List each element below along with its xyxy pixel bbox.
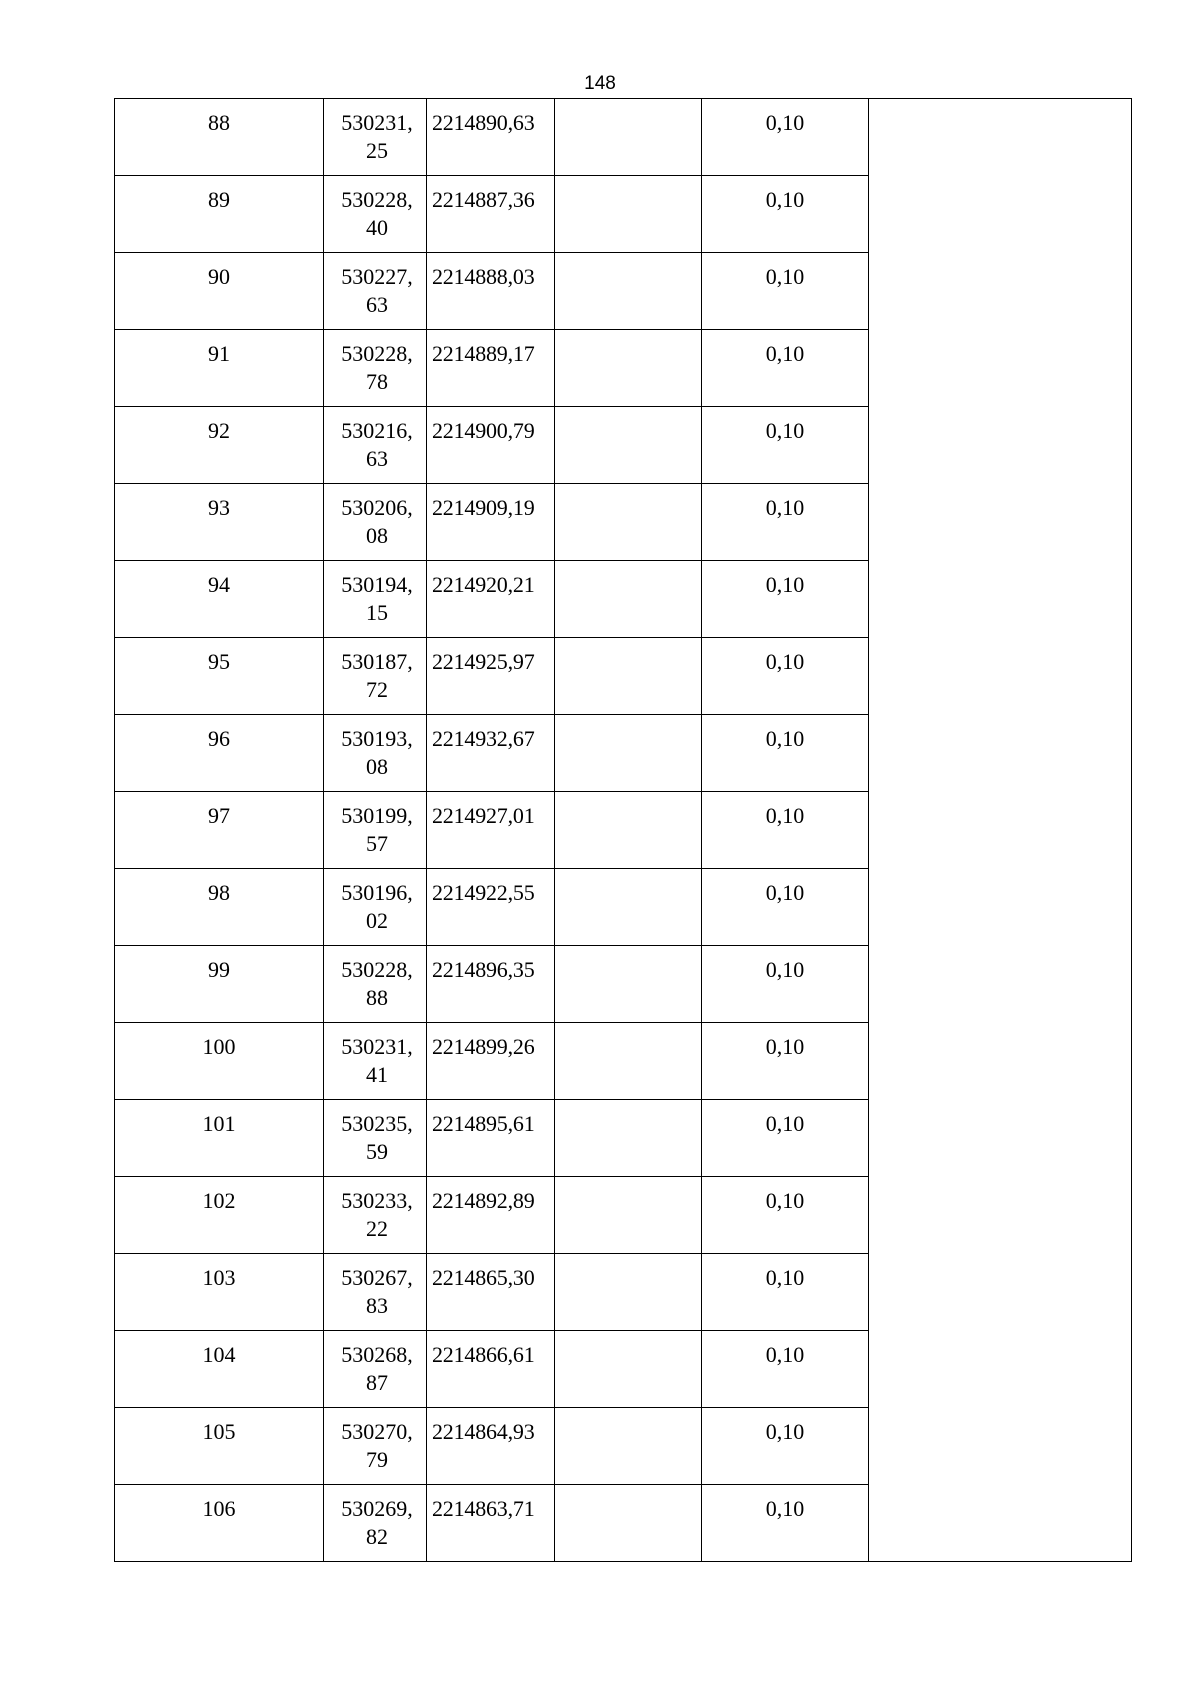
x-coordinate-integer: 530228,: [341, 187, 413, 212]
x-coordinate: [324, 561, 426, 627]
empty-cell: [555, 1254, 702, 1331]
point-number: 103: [202, 1265, 236, 1290]
point-number: 98: [208, 880, 230, 905]
x-coordinate-cell: [324, 869, 427, 946]
x-coordinate-fraction: 59: [366, 1139, 388, 1164]
value: 0,10: [765, 495, 805, 520]
y-coordinate: 2214892,89: [432, 1188, 535, 1213]
empty-cell: [555, 1177, 702, 1254]
x-coordinate: [324, 330, 426, 396]
value-cell: [702, 1177, 869, 1254]
value: 0,10: [765, 1265, 805, 1290]
x-coordinate-fraction: 83: [366, 1293, 388, 1318]
x-coordinate-fraction: 88: [366, 985, 388, 1010]
empty-cell: [555, 1331, 702, 1408]
x-coordinate: [324, 715, 426, 781]
x-coordinate-integer: 530196,: [341, 880, 413, 905]
x-coordinate-cell: [324, 561, 427, 638]
value: 0,10: [765, 880, 805, 905]
empty-cell: [555, 946, 702, 1023]
y-coordinate: 2214925,97: [432, 649, 535, 674]
x-coordinate: [324, 253, 426, 319]
point-number-cell: [115, 1254, 324, 1331]
point-number: 100: [202, 1034, 236, 1059]
x-coordinate-integer: 530228,: [341, 957, 413, 982]
x-coordinate: [324, 946, 426, 1012]
value-cell: [702, 1485, 869, 1562]
coordinates-table-body: [115, 99, 1132, 1562]
y-coordinate-cell: [427, 1177, 555, 1254]
value: 0,10: [765, 264, 805, 289]
point-number-cell: [115, 1100, 324, 1177]
x-coordinate-cell: [324, 946, 427, 1023]
point-number-cell: [115, 330, 324, 407]
y-coordinate: 2214895,61: [432, 1111, 535, 1136]
point-number-cell: [115, 792, 324, 869]
value-cell: [702, 1100, 869, 1177]
y-coordinate: 2214922,55: [432, 880, 535, 905]
x-coordinate-integer: 530228,: [341, 341, 413, 366]
value-cell: [702, 1408, 869, 1485]
x-coordinate-fraction: 79: [366, 1447, 388, 1472]
x-coordinate-fraction: 78: [366, 369, 388, 394]
y-coordinate: 2214864,93: [432, 1419, 535, 1444]
value-cell: [702, 1331, 869, 1408]
x-coordinate-cell: [324, 638, 427, 715]
value: 0,10: [765, 1342, 805, 1367]
y-coordinate-cell: [427, 946, 555, 1023]
value: 0,10: [765, 341, 805, 366]
value-cell: [702, 176, 869, 253]
x-coordinate-fraction: 22: [366, 1216, 388, 1241]
value-cell: [702, 1254, 869, 1331]
x-coordinate: [324, 869, 426, 935]
point-number: 88: [208, 110, 230, 135]
merged-cell: [869, 99, 1132, 1562]
x-coordinate-integer: 530231,: [341, 110, 413, 135]
x-coordinate: [324, 792, 426, 858]
x-coordinate-integer: 530235,: [341, 1111, 413, 1136]
x-coordinate-fraction: 82: [366, 1524, 388, 1549]
empty-cell: [555, 638, 702, 715]
point-number-cell: [115, 715, 324, 792]
y-coordinate: 2214920,21: [432, 572, 535, 597]
empty-cell: [555, 715, 702, 792]
x-coordinate-integer: 530227,: [341, 264, 413, 289]
point-number-cell: [115, 638, 324, 715]
value-cell: [702, 253, 869, 330]
y-coordinate-cell: [427, 869, 555, 946]
y-coordinate: 2214932,67: [432, 726, 535, 751]
y-coordinate: 2214863,71: [432, 1496, 535, 1521]
empty-cell: [555, 1100, 702, 1177]
point-number-cell: [115, 99, 324, 176]
value: 0,10: [765, 187, 805, 212]
point-number: 101: [202, 1111, 236, 1136]
y-coordinate: 2214887,36: [432, 187, 535, 212]
x-coordinate: [324, 1023, 426, 1089]
value: 0,10: [765, 1419, 805, 1444]
empty-cell: [555, 561, 702, 638]
point-number: 89: [208, 187, 230, 212]
y-coordinate: 2214900,79: [432, 418, 535, 443]
point-number: 96: [208, 726, 230, 751]
x-coordinate-fraction: 87: [366, 1370, 388, 1395]
y-coordinate: 2214909,19: [432, 495, 535, 520]
x-coordinate-fraction: 63: [366, 292, 388, 317]
y-coordinate-cell: [427, 253, 555, 330]
y-coordinate-cell: [427, 1485, 555, 1562]
x-coordinate-integer: 530187,: [341, 649, 413, 674]
point-number: 93: [208, 495, 230, 520]
x-coordinate-fraction: 15: [366, 600, 388, 625]
point-number-cell: [115, 1408, 324, 1485]
value-cell: [702, 1023, 869, 1100]
x-coordinate-fraction: 08: [366, 754, 388, 779]
x-coordinate-integer: 530233,: [341, 1188, 413, 1213]
y-coordinate-cell: [427, 1331, 555, 1408]
point-number-cell: [115, 946, 324, 1023]
point-number: 92: [208, 418, 230, 443]
y-coordinate-cell: [427, 176, 555, 253]
value: 0,10: [765, 572, 805, 597]
x-coordinate-cell: [324, 1177, 427, 1254]
point-number: 104: [202, 1342, 236, 1367]
y-coordinate-cell: [427, 1408, 555, 1485]
value-cell: [702, 330, 869, 407]
empty-cell: [555, 1023, 702, 1100]
point-number-cell: [115, 869, 324, 946]
y-coordinate: 2214899,26: [432, 1034, 535, 1059]
x-coordinate-cell: [324, 99, 427, 176]
x-coordinate: [324, 1408, 426, 1474]
point-number: 90: [208, 264, 230, 289]
x-coordinate: [324, 99, 426, 165]
y-coordinate-cell: [427, 407, 555, 484]
x-coordinate-integer: 530231,: [341, 1034, 413, 1059]
y-coordinate-cell: [427, 1023, 555, 1100]
empty-cell: [555, 792, 702, 869]
value-cell: [702, 407, 869, 484]
x-coordinate-cell: [324, 407, 427, 484]
y-coordinate: 2214888,03: [432, 264, 535, 289]
x-coordinate: [324, 176, 426, 242]
y-coordinate: 2214866,61: [432, 1342, 535, 1367]
x-coordinate-cell: [324, 330, 427, 407]
page-number: 148: [584, 73, 616, 94]
x-coordinate-cell: [324, 1254, 427, 1331]
y-coordinate-cell: [427, 561, 555, 638]
value: 0,10: [765, 1496, 805, 1521]
point-number: 91: [208, 341, 230, 366]
empty-cell: [555, 253, 702, 330]
point-number: 99: [208, 957, 230, 982]
x-coordinate: [324, 1177, 426, 1243]
point-number-cell: [115, 253, 324, 330]
coordinates-table: [114, 98, 1132, 1562]
value: 0,10: [765, 1188, 805, 1213]
x-coordinate-integer: 530268,: [341, 1342, 413, 1367]
y-coordinate-cell: [427, 638, 555, 715]
point-number-cell: [115, 407, 324, 484]
empty-cell: [555, 407, 702, 484]
point-number: 94: [208, 572, 230, 597]
x-coordinate-cell: [324, 1023, 427, 1100]
x-coordinate-cell: [324, 1331, 427, 1408]
y-coordinate-cell: [427, 715, 555, 792]
x-coordinate-integer: 530270,: [341, 1419, 413, 1444]
point-number: 95: [208, 649, 230, 674]
x-coordinate-cell: [324, 176, 427, 253]
empty-cell: [555, 99, 702, 176]
point-number-cell: [115, 484, 324, 561]
empty-cell: [555, 176, 702, 253]
value-cell: [702, 99, 869, 176]
value-cell: [702, 484, 869, 561]
x-coordinate-cell: [324, 1100, 427, 1177]
x-coordinate-fraction: 25: [366, 138, 388, 163]
x-coordinate: [324, 407, 426, 473]
y-coordinate: 2214890,63: [432, 110, 535, 135]
x-coordinate-cell: [324, 1408, 427, 1485]
y-coordinate-cell: [427, 1100, 555, 1177]
point-number-cell: [115, 1177, 324, 1254]
x-coordinate-integer: 530194,: [341, 572, 413, 597]
value: 0,10: [765, 649, 805, 674]
x-coordinate-fraction: 40: [366, 215, 388, 240]
value: 0,10: [765, 726, 805, 751]
x-coordinate-cell: [324, 1485, 427, 1562]
y-coordinate: 2214896,35: [432, 957, 535, 982]
x-coordinate-integer: 530267,: [341, 1265, 413, 1290]
value: 0,10: [765, 110, 805, 135]
empty-cell: [555, 1408, 702, 1485]
x-coordinate-fraction: 02: [366, 908, 388, 933]
y-coordinate: 2214889,17: [432, 341, 535, 366]
value-cell: [702, 946, 869, 1023]
value-cell: [702, 715, 869, 792]
value: 0,10: [765, 418, 805, 443]
empty-cell: [555, 1485, 702, 1562]
x-coordinate-cell: [324, 253, 427, 330]
x-coordinate: [324, 1485, 426, 1551]
y-coordinate-cell: [427, 792, 555, 869]
value: 0,10: [765, 1111, 805, 1136]
point-number: 97: [208, 803, 230, 828]
x-coordinate-integer: 530193,: [341, 726, 413, 751]
empty-cell: [555, 484, 702, 561]
x-coordinate: [324, 638, 426, 704]
table-row: [115, 99, 1132, 176]
x-coordinate: [324, 484, 426, 550]
point-number-cell: [115, 561, 324, 638]
x-coordinate: [324, 1331, 426, 1397]
y-coordinate-cell: [427, 1254, 555, 1331]
x-coordinate-cell: [324, 792, 427, 869]
x-coordinate: [324, 1100, 426, 1166]
x-coordinate-fraction: 08: [366, 523, 388, 548]
x-coordinate-integer: 530206,: [341, 495, 413, 520]
point-number-cell: [115, 1485, 324, 1562]
x-coordinate-cell: [324, 715, 427, 792]
point-number: 105: [202, 1419, 236, 1444]
x-coordinate-fraction: 72: [366, 677, 388, 702]
y-coordinate: 2214865,30: [432, 1265, 535, 1290]
x-coordinate-fraction: 57: [366, 831, 388, 856]
x-coordinate-fraction: 63: [366, 446, 388, 471]
x-coordinate-integer: 530269,: [341, 1496, 413, 1521]
x-coordinate-cell: [324, 484, 427, 561]
x-coordinate-integer: 530199,: [341, 803, 413, 828]
point-number: 102: [202, 1188, 236, 1213]
point-number-cell: [115, 1331, 324, 1408]
value: 0,10: [765, 957, 805, 982]
y-coordinate-cell: [427, 484, 555, 561]
value-cell: [702, 792, 869, 869]
value: 0,10: [765, 1034, 805, 1059]
x-coordinate-integer: 530216,: [341, 418, 413, 443]
y-coordinate-cell: [427, 330, 555, 407]
empty-cell: [555, 869, 702, 946]
value-cell: [702, 869, 869, 946]
point-number-cell: [115, 1023, 324, 1100]
value: 0,10: [765, 803, 805, 828]
empty-cell: [555, 330, 702, 407]
y-coordinate-cell: [427, 99, 555, 176]
value-cell: [702, 561, 869, 638]
point-number: 106: [202, 1496, 236, 1521]
x-coordinate-fraction: 41: [366, 1062, 388, 1087]
y-coordinate: 2214927,01: [432, 803, 535, 828]
x-coordinate: [324, 1254, 426, 1320]
value-cell: [702, 638, 869, 715]
point-number-cell: [115, 176, 324, 253]
